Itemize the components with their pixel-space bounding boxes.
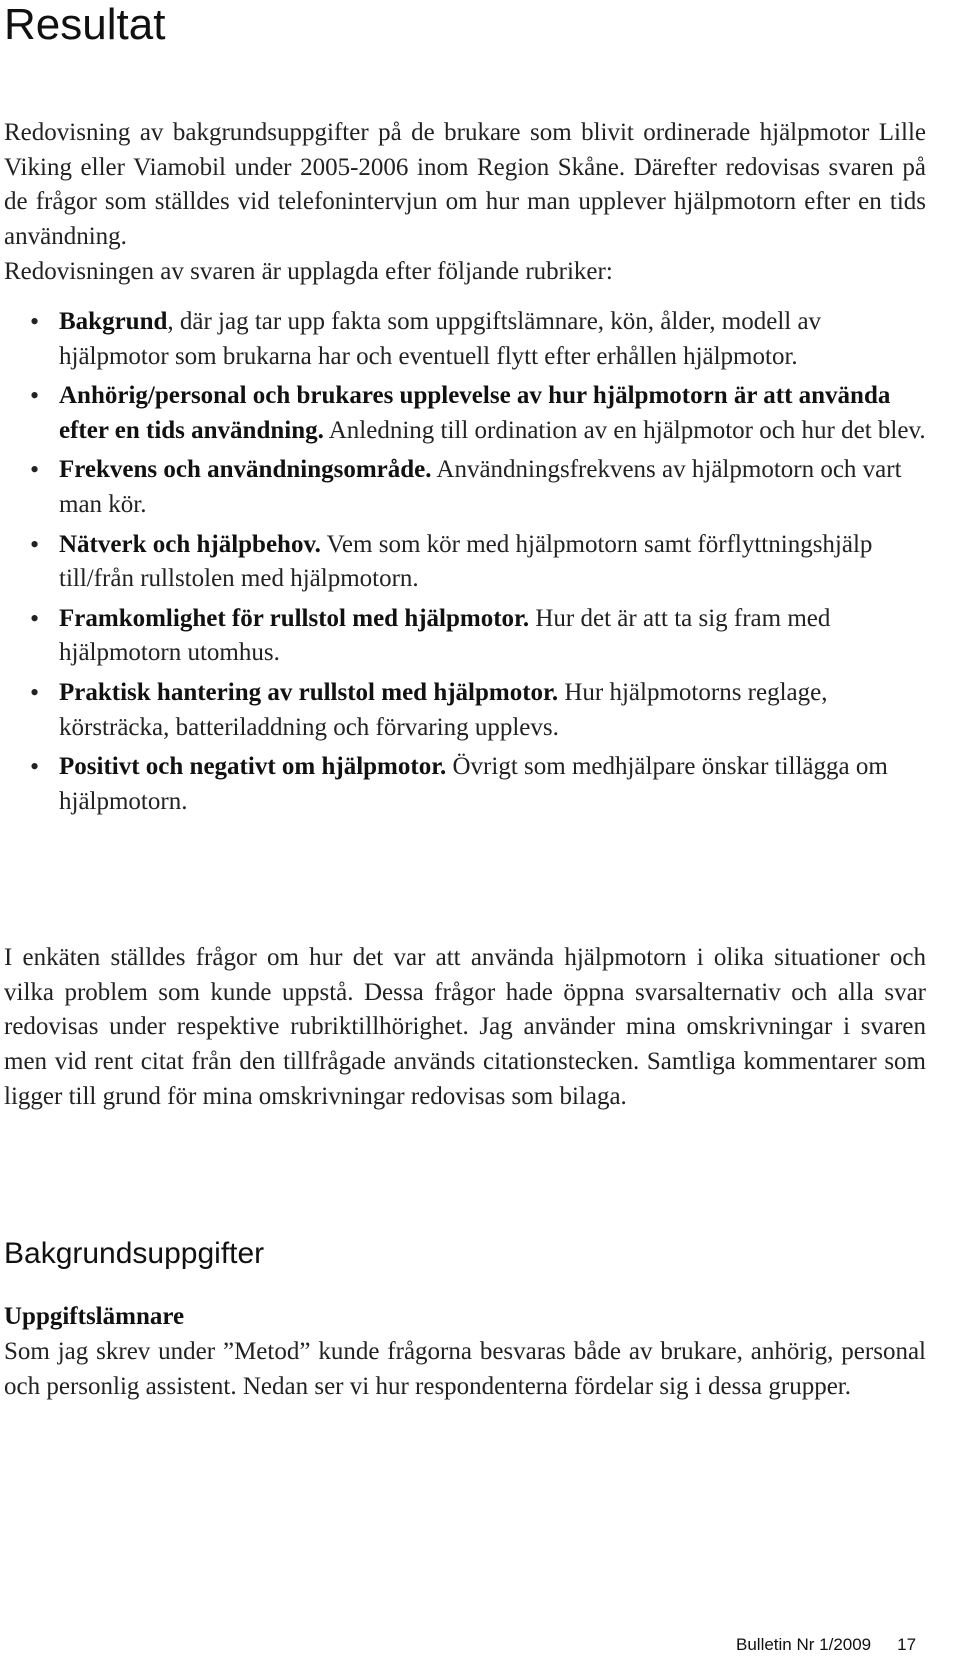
bullet-icon: • bbox=[30, 603, 40, 633]
page-number: 17 bbox=[897, 1635, 917, 1654]
intro-text bbox=[4, 116, 926, 290]
bullet-icon: • bbox=[30, 677, 40, 707]
list-item bbox=[30, 676, 930, 745]
list-item-heading: Nätverk och hjälpbehov. bbox=[59, 530, 321, 558]
list-item-heading: Positivt och negativt om hjälpmotor. bbox=[59, 753, 447, 781]
bullet-icon: • bbox=[30, 381, 40, 411]
list-item bbox=[30, 602, 930, 671]
rubric-list bbox=[30, 305, 930, 824]
page-footer bbox=[736, 1634, 916, 1656]
list-item-text: Hur det är att ta sig fram med hjälpmotorn utomhus. bbox=[59, 604, 831, 667]
subsection-heading: Uppgiftslämnare bbox=[4, 1303, 185, 1330]
list-item bbox=[30, 528, 930, 597]
list-item-text: Användningsfrekvens av hjälpmotorn och vart man kör. bbox=[59, 456, 902, 518]
page-title: Resultat bbox=[4, 0, 166, 49]
bullet-icon: • bbox=[30, 455, 40, 485]
intro-rubric-lead: Redovisningen av svaren är upplagda efter följande rubriker: bbox=[4, 257, 613, 285]
list-item bbox=[30, 379, 930, 448]
bullet-icon: • bbox=[30, 752, 40, 782]
list-item-text: Anledning till ordination av en hjälpmotor och hur det blev. bbox=[323, 416, 926, 444]
survey-paragraph: I enkäten ställdes frågor om hur det var att använda hjälpmotorn i olika situationer och vilka problem som kunde uppstå. Dessa frågor hade öppna svarsalternativ och alla svar redovisas under respektive rubriktillhörighet. Jag använder mina omskrivningar i svaren men vid rent citat från den tillfrågade används citationstecken. Samtliga kommentarer som ligger till grund för mina omskrivningar redovisas som bilaga. bbox=[4, 944, 926, 1110]
list-item bbox=[30, 750, 930, 819]
list-item-heading: Frekvens och användningsområde. bbox=[59, 456, 432, 484]
bullet-icon: • bbox=[30, 529, 40, 559]
list-item-heading: Framkomlighet för rullstol med hjälpmotor. bbox=[59, 604, 530, 632]
list-item-text: , där jag tar upp fakta som uppgiftslämnare, kön, ålder, modell av hjälpmotor som brukarna har och eventuell flytt efter erhållen hjälpmotor. bbox=[59, 308, 822, 370]
list-item-text: Övrigt som medhjälpare önskar tillägga om hjälpmotorn. bbox=[59, 753, 888, 815]
list-item-heading: Praktisk hantering av rullstol med hjälpmotor. bbox=[59, 678, 559, 706]
intro-paragraph: Redovisning av bakgrundsuppgifter på de brukare som blivit ordinerade hjälpmotor Lille Viking eller Viamobil under 2005-2006 inom Region Skåne. Därefter redovisas svaren på de frågor som ställdes vid telefonintervjun om hur man upplever hjälpmotorn efter en tids användning. bbox=[4, 119, 926, 251]
list-item bbox=[30, 305, 930, 374]
bullet-icon: • bbox=[30, 307, 40, 336]
list-item bbox=[30, 453, 930, 522]
section-heading: Bakgrundsuppgifter bbox=[4, 1237, 265, 1270]
list-item-heading: Bakgrund bbox=[59, 308, 168, 335]
list-item-text: Hur hjälpmotorns reglage, körsträcka, batteriladdning och förvaring upplevs. bbox=[59, 678, 828, 741]
list-item-heading: Anhörig/personal och brukares upplevelse av hur hjälpmotorn är att använda efter en tids användning. bbox=[59, 382, 891, 444]
list-item-text: Vem som kör med hjälpmotorn samt förflyttningshjälp till/från rullstolen med hjälpmotorn. bbox=[59, 530, 873, 593]
section-paragraph: Som jag skrev under ”Metod” kunde frågorna besvaras både av brukare, anhörig, personal och personlig assistent. Nedan ser vi hur respondenterna fördelar sig i dessa grupper. bbox=[4, 1338, 926, 1400]
publication-label: Bulletin Nr 1/2009 bbox=[736, 1635, 872, 1654]
